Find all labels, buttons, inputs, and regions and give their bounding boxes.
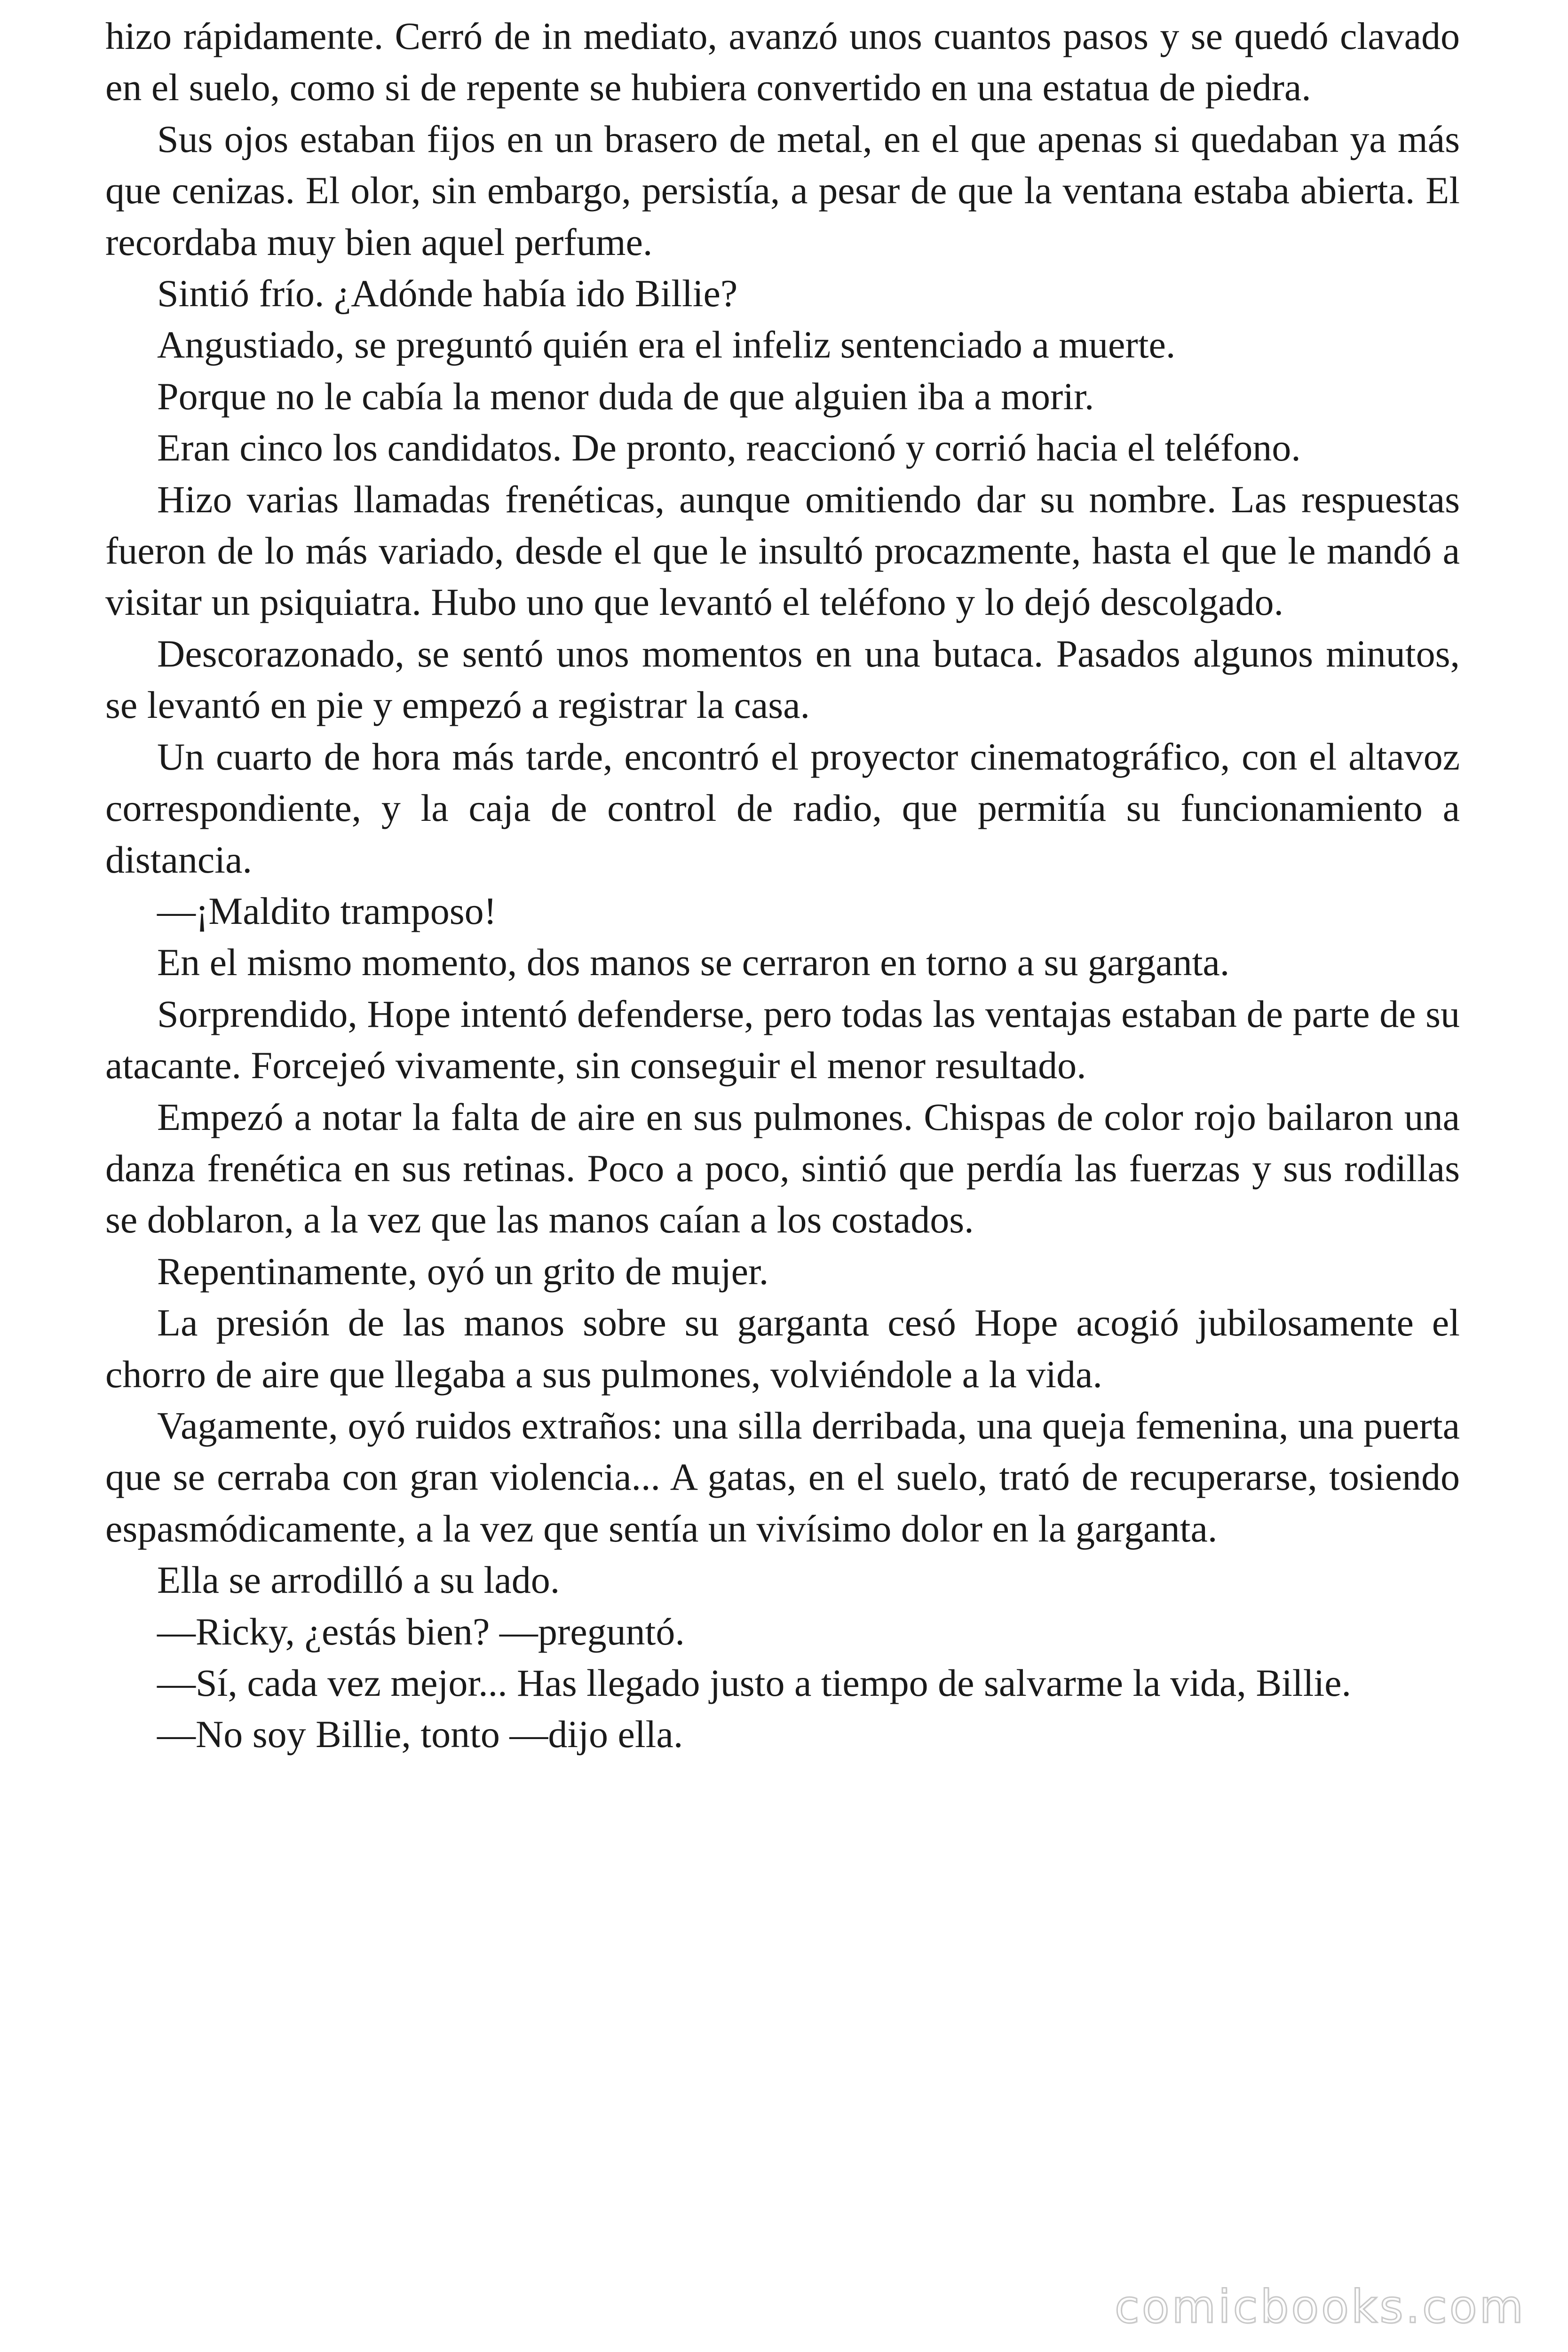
paragraph: Angustiado, se preguntó quién era el infeliz sentenciado a muerte. <box>157 323 1176 366</box>
paragraph: Hizo varias llamadas frenéticas, aunque omitiendo dar su nombre. Las respuestas fueron de lo más variado, desde el que le insultó procazmente, hasta el que le mandó a visitar un psiquiatra. Hubo uno que levantó el teléfono y lo dejó descolgado. <box>105 477 1460 624</box>
document-body <box>105 10 1460 1760</box>
paragraph: —¡Maldito tramposo! <box>157 889 497 932</box>
paragraph: Ella se arrodilló a su lado. <box>157 1558 560 1602</box>
paragraph: —Ricky, ¿estás bien? —preguntó. <box>157 1610 685 1653</box>
paragraph: Empezó a notar la falta de aire en sus pulmones. Chispas de color rojo bailaron una danza frenética en sus retinas. Poco a poco, sintió que perdía las fuerzas y sus rodillas se doblaron, a la vez que las manos caían a los costados. <box>105 1095 1460 1241</box>
paragraph: Un cuarto de hora más tarde, encontró el proyector cinematográfico, con el altavoz correspondiente, y la caja de control de radio, que permitía su funcionamiento a distancia. <box>105 735 1460 881</box>
paragraph: La presión de las manos sobre su garganta cesó Hope acogió jubilosamente el chorro de aire que llegaba a sus pulmones, volviéndole a la vida. <box>105 1301 1460 1396</box>
paragraph: Porque no le cabía la menor duda de que alguien iba a morir. <box>157 374 1094 418</box>
paragraph: —No soy Billie, tonto —dijo ella. <box>157 1713 683 1756</box>
paragraph: —Sí, cada vez mejor... Has llegado justo a tiempo de salvarme la vida, Billie. <box>157 1661 1352 1704</box>
paragraph: Sorprendido, Hope intentó defenderse, pero todas las ventajas estaban de parte de su atacante. Forcejeó vivamente, sin conseguir el menor resultado. <box>105 992 1460 1087</box>
paragraph: Vagamente, oyó ruidos extraños: una silla derribada, una queja femenina, una puerta que se cerraba con gran violencia... A gatas, en el suelo, trató de recuperarse, tosiendo espasmódicamente, a la vez que sentía un vivísimo dolor en la garganta. <box>105 1404 1460 1550</box>
paragraph: Sus ojos estaban fijos en un brasero de metal, en el que apenas si quedaban ya más que cenizas. El olor, sin embargo, persistía, a pesar de que la ventana estaba abierta. El recordaba muy bien aquel perfume. <box>105 117 1460 263</box>
paragraph: Descorazonado, se sentó unos momentos en una butaca. Pasados algunos minutos, se levantó en pie y empezó a registrar la casa. <box>105 632 1460 727</box>
watermark: comicbooks.com <box>1114 2280 1526 2333</box>
paragraph: Sintió frío. ¿Adónde había ido Billie? <box>157 272 738 315</box>
paragraph: hizo rápidamente. Cerró de in mediato, avanzó unos cuantos pasos y se quedó clavado en el suelo, como si de repente se hubiera convertido en una estatua de piedra. <box>105 15 1460 109</box>
paragraph: Eran cinco los candidatos. De pronto, reaccionó y corrió hacia el teléfono. <box>157 426 1301 469</box>
paragraph: Repentinamente, oyó un grito de mujer. <box>157 1249 769 1293</box>
paragraph: En el mismo momento, dos manos se cerraron en torno a su garganta. <box>157 941 1230 984</box>
